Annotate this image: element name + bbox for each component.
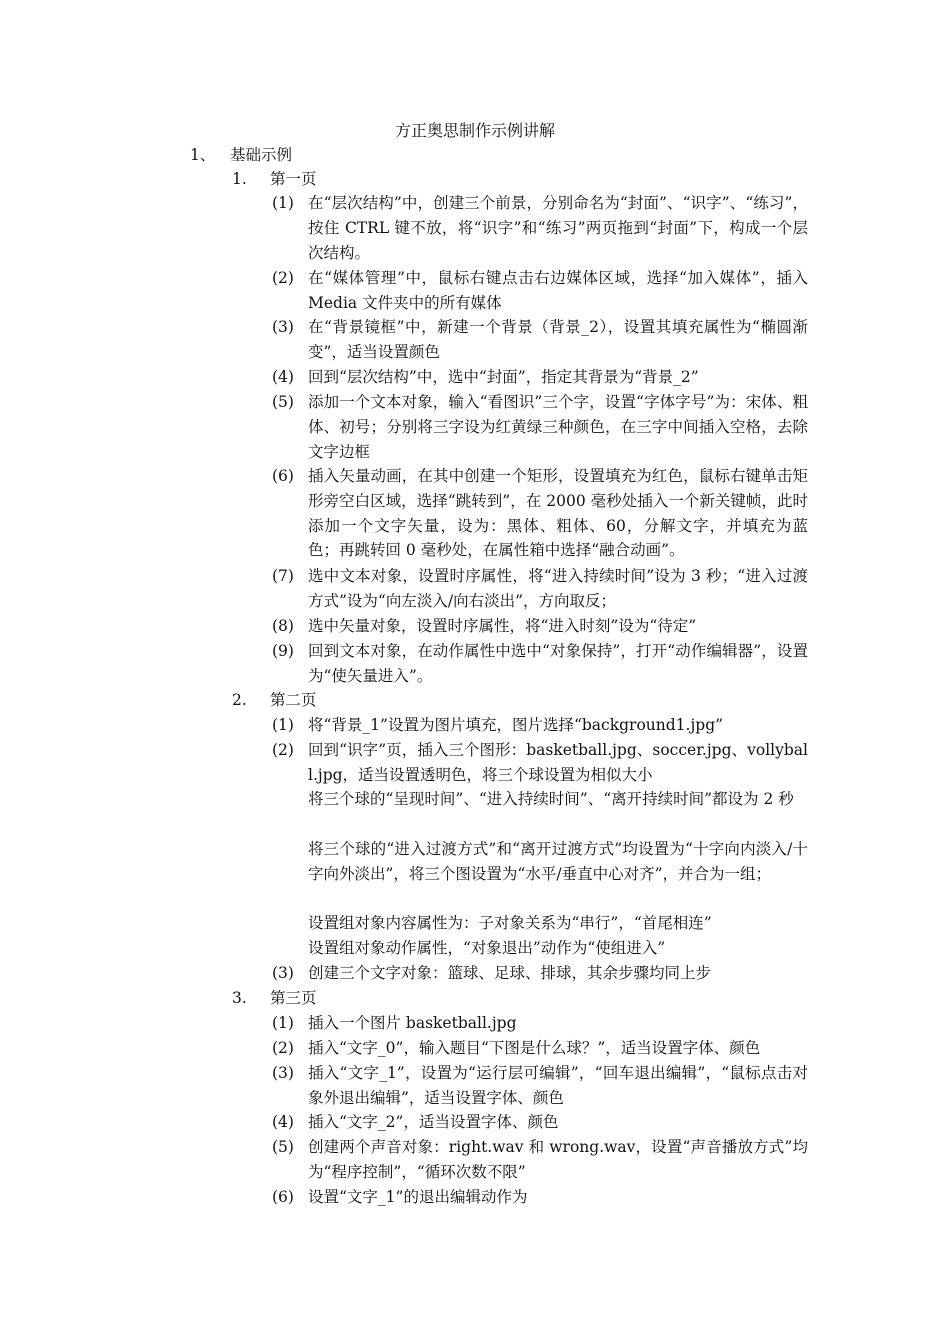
subsection-number: 2. [232, 691, 247, 709]
list-item [272, 1061, 808, 1111]
item-number: (6) [272, 1188, 294, 1206]
item-number: (2) [272, 269, 294, 287]
item-text: 在“媒体管理”中，鼠标右键点击右边媒体区域，选择“加入媒体”，插入 Media 文件夹中的所有媒体 [308, 269, 808, 312]
list-item [272, 713, 808, 738]
list-item [272, 614, 808, 639]
list-item [272, 266, 808, 316]
item-number: (1) [272, 1014, 294, 1032]
item-number: (1) [272, 194, 294, 212]
list-item [272, 1185, 808, 1210]
subsection-number: 3. [232, 989, 247, 1007]
list-item [272, 191, 808, 265]
subsection-number: 1. [232, 170, 247, 188]
section-number: 1、 [190, 146, 216, 164]
item-text: 设置“文字_1”的退出编辑动作为 [308, 1188, 528, 1206]
item-number: (2) [272, 1039, 294, 1057]
list-item [272, 390, 808, 464]
list-item [272, 464, 808, 563]
item-text: 在“层次结构”中，创建三个前景，分别命名为“封面”、“识字”、“练习”，按住 CTRL 键不放，将“识字”和“练习”两页拖到“封面”下，构成一个层次结构。 [308, 194, 808, 262]
item-text: 创建两个声音对象：right.wav 和 wrong.wav，设置“声音播放方式”均为“程序控制”，“循环次数不限” [308, 1138, 808, 1181]
item-text: 插入“文字_1”，设置为“运行层可编辑”，“回车退出编辑”，“鼠标点击对象外退出编辑”，适当设置字体、颜色 [308, 1064, 808, 1107]
subsection-label: 第三页 [270, 989, 317, 1007]
item-text: 将“背景_1”设置为图片填充，图片选择“background1.jpg” [308, 716, 724, 734]
item-text: 选中矢量对象，设置时序属性，将“进入时刻”设为“待定” [308, 617, 697, 635]
item-number: (5) [272, 1138, 294, 1156]
subsection-label: 第二页 [270, 691, 317, 709]
item-text: 插入矢量动画，在其中创建一个矩形，设置填充为红色，鼠标右键单击矩形旁空白区域，选择“跳转到”，在 2000 毫秒处插入一个新关键帧，此时添加一个文字矢量，设为：黑体、粗体、60，分解文字，并填充为蓝色；再跳转回 0 毫秒处，在属性箱中选择“融合动画”。 [308, 467, 808, 560]
list-item [272, 1036, 808, 1061]
item-text: 添加一个文本对象，输入“看图识”三个字，设置“字体字号”为：宋体、粗体、初号；分别将三字设为红黄绿三种颜色，在三字中间插入空格，去除文字边框 [308, 393, 808, 461]
item-number: (2) [272, 741, 294, 759]
list-item [272, 961, 808, 986]
item-continuation: 设置组对象动作属性，“对象退出”动作为“使组进入” [308, 939, 666, 957]
item-number: (4) [272, 368, 294, 386]
item-text: 创建三个文字对象：篮球、足球、排球，其余步骤均同上步 [308, 964, 712, 982]
item-text: 插入“文字_2”，适当设置字体、颜色 [308, 1113, 559, 1131]
item-text: 回到“识字”页，插入三个图形：basketball.jpg、soccer.jpg、vollyball.jpg，适当设置透明色，将三个球设置为相似大小 [308, 741, 808, 784]
item-number: (8) [272, 617, 294, 635]
list-item [272, 1110, 808, 1135]
subsection-label: 第一页 [270, 170, 317, 188]
item-text: 选中文本对象，设置时序属性，将“进入持续时间”设为 3 秒；“进入过渡方式”设为“向左淡入/向右淡出”，方向取反； [308, 567, 808, 610]
item-number: (3) [272, 318, 294, 336]
item-text: 回到文本对象，在动作属性中选中“对象保持”，打开“动作编辑器”，设置为“使矢量进入”。 [308, 642, 808, 685]
section-label: 基础示例 [230, 146, 293, 164]
item-number: (6) [272, 467, 294, 485]
item-number: (4) [272, 1113, 294, 1131]
list-item [272, 365, 808, 390]
list-item [272, 1135, 808, 1185]
item-text: 插入一个图片 basketball.jpg [308, 1014, 517, 1032]
item-text: 回到“层次结构”中，选中“封面”，指定其背景为“背景_2” [308, 368, 699, 386]
list-item [272, 738, 808, 788]
item-text: 在“背景镜框”中，新建一个背景（背景_2），设置其填充属性为“椭圆渐变”，适当设置颜色 [308, 318, 808, 361]
item-number: (1) [272, 716, 294, 734]
item-continuation: 设置组对象内容属性为：子对象关系为“串行”，“首尾相连” [308, 914, 712, 932]
item-number: (3) [272, 964, 294, 982]
item-number: (5) [272, 393, 294, 411]
list-item [272, 1011, 808, 1036]
page-title: 方正奥思制作示例讲解 [394, 121, 555, 140]
item-text: 插入“文字_0”，输入题目“下图是什么球？”，适当设置字体、颜色 [308, 1039, 761, 1057]
item-number: (7) [272, 567, 294, 585]
item-number: (3) [272, 1064, 294, 1082]
list-item [272, 639, 808, 689]
list-item [272, 315, 808, 365]
item-continuation: 将三个球的“呈现时间”、“进入持续时间”、“离开持续时间”都设为 2 秒 [308, 790, 794, 808]
list-item [272, 564, 808, 614]
item-continuation: 将三个球的“进入过渡方式”和“离开过渡方式”均设置为“十字向内淡入/十字向外淡出”，将三个图设置为“水平/垂直中心对齐”，并合为一组； [308, 840, 808, 883]
item-number: (9) [272, 642, 294, 660]
